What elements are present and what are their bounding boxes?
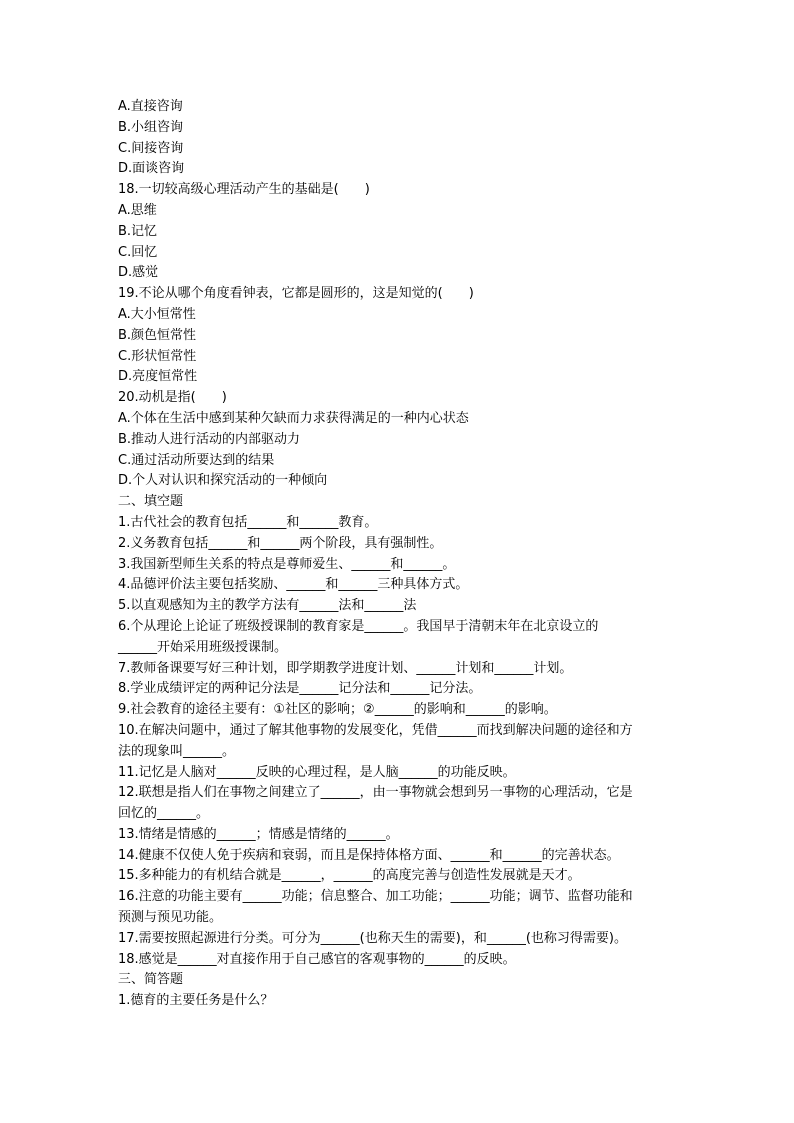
fill-blank-6-cont: ______开始采用班级授课制。 <box>118 639 288 655</box>
option-19c: C.形状恒常性 <box>118 348 197 364</box>
option-18d: D.感觉 <box>118 265 159 281</box>
fill-blank-18: 18.感觉是______对直接作用于自己感官的客观事物的______的反映。 <box>118 951 516 967</box>
fill-blank-17: 17.需要按照起源进行分类。可分为______(也称天生的需要)，和______(也称习得需要)。 <box>118 930 627 946</box>
fill-blank-16: 16.注意的功能主要有______功能；信息整合、加工功能；______功能；调节、监督功能和 <box>118 889 633 905</box>
fill-blank-12: 12.联想是指人们在事物之间建立了______，由一事物就会想到另一事物的心理活动，它是 <box>118 785 633 801</box>
fill-blank-14: 14.健康不仅使人免于疾病和衰弱，而且是保持体格方面、______和______的完善状态。 <box>118 847 620 863</box>
fill-blank-10-cont: 法的现象叫______。 <box>118 743 236 759</box>
fill-blank-2: 2.义务教育包括______和______两个阶段，具有强制性。 <box>118 535 443 551</box>
option-20c: C.通过活动所要达到的结果 <box>118 452 275 468</box>
fill-blank-12-cont: 回忆的______。 <box>118 806 210 822</box>
fill-blank-3: 3.我国新型师生关系的特点是尊师爱生、______和______。 <box>118 556 456 572</box>
fill-blank-8: 8.学业成绩评定的两种记分法是______记分法和______记分法。 <box>118 681 482 697</box>
option-19a: A.大小恒常性 <box>118 306 196 322</box>
option-17c: C.间接咨询 <box>118 140 184 156</box>
question-19: 19.不论从哪个角度看钟表，它都是圆形的，这是知觉的( ) <box>118 286 474 302</box>
fill-blank-15: 15.多种能力的有机结合就是______，______的高度完善与创造性发展就是天才。 <box>118 868 581 884</box>
fill-blank-4: 4.品德评价法主要包括奖励、______和______三种具体方式。 <box>118 577 469 593</box>
option-20d: D.个人对认识和探究活动的一种倾向 <box>118 473 328 489</box>
section-heading-fill-blank: 二、填空题 <box>118 494 184 510</box>
option-17d: D.面谈咨询 <box>118 161 185 177</box>
question-20: 20.动机是指( ) <box>118 390 227 406</box>
fill-blank-1: 1.古代社会的教育包括______和______教育。 <box>118 514 378 530</box>
option-17a: A.直接咨询 <box>118 99 183 114</box>
short-answer-1: 1.德育的主要任务是什么？ <box>118 993 274 1009</box>
option-18c: C.回忆 <box>118 244 158 260</box>
document-page <box>118 97 678 1012</box>
fill-blank-6: 6.个从理论上论证了班级授课制的教育家是______。我国早于清朝末年在北京设立的 <box>118 618 599 634</box>
fill-blank-16-cont: 预测与预见功能。 <box>118 910 223 926</box>
section-heading-short-answer: 三、简答题 <box>118 972 184 988</box>
option-19d: D.亮度恒常性 <box>118 369 198 385</box>
fill-blank-7: 7.教师备课要写好三种计划，即学期教学进度计划、______计划和______计划。 <box>118 660 573 676</box>
option-17b: B.小组咨询 <box>118 119 184 135</box>
fill-blank-10: 10.在解决问题中，通过了解其他事物的发展变化，凭借______而找到解决问题的途径和方 <box>118 722 633 738</box>
option-18a: A.思维 <box>118 202 157 218</box>
fill-blank-13: 13.情绪是情感的______；情感是情绪的______。 <box>118 826 399 842</box>
fill-blank-5: 5.以直观感知为主的教学方法有______法和______法 <box>118 598 417 614</box>
question-18: 18.一切较高级心理活动产生的基础是( ) <box>118 182 370 198</box>
option-19b: B.颜色恒常性 <box>118 327 197 343</box>
fill-blank-11: 11.记忆是人脑对______反映的心理过程，是人脑______的功能反映。 <box>118 764 516 780</box>
option-18b: B.记忆 <box>118 223 158 239</box>
option-20b: B.推动人进行活动的内部驱动力 <box>118 431 301 447</box>
fill-blank-9: 9.社会教育的途径主要有：①社区的影响；②______的影响和______的影响。 <box>118 702 557 718</box>
option-20a: A.个体在生活中感到某种欠缺而力求获得满足的一种内心状态 <box>118 410 469 426</box>
